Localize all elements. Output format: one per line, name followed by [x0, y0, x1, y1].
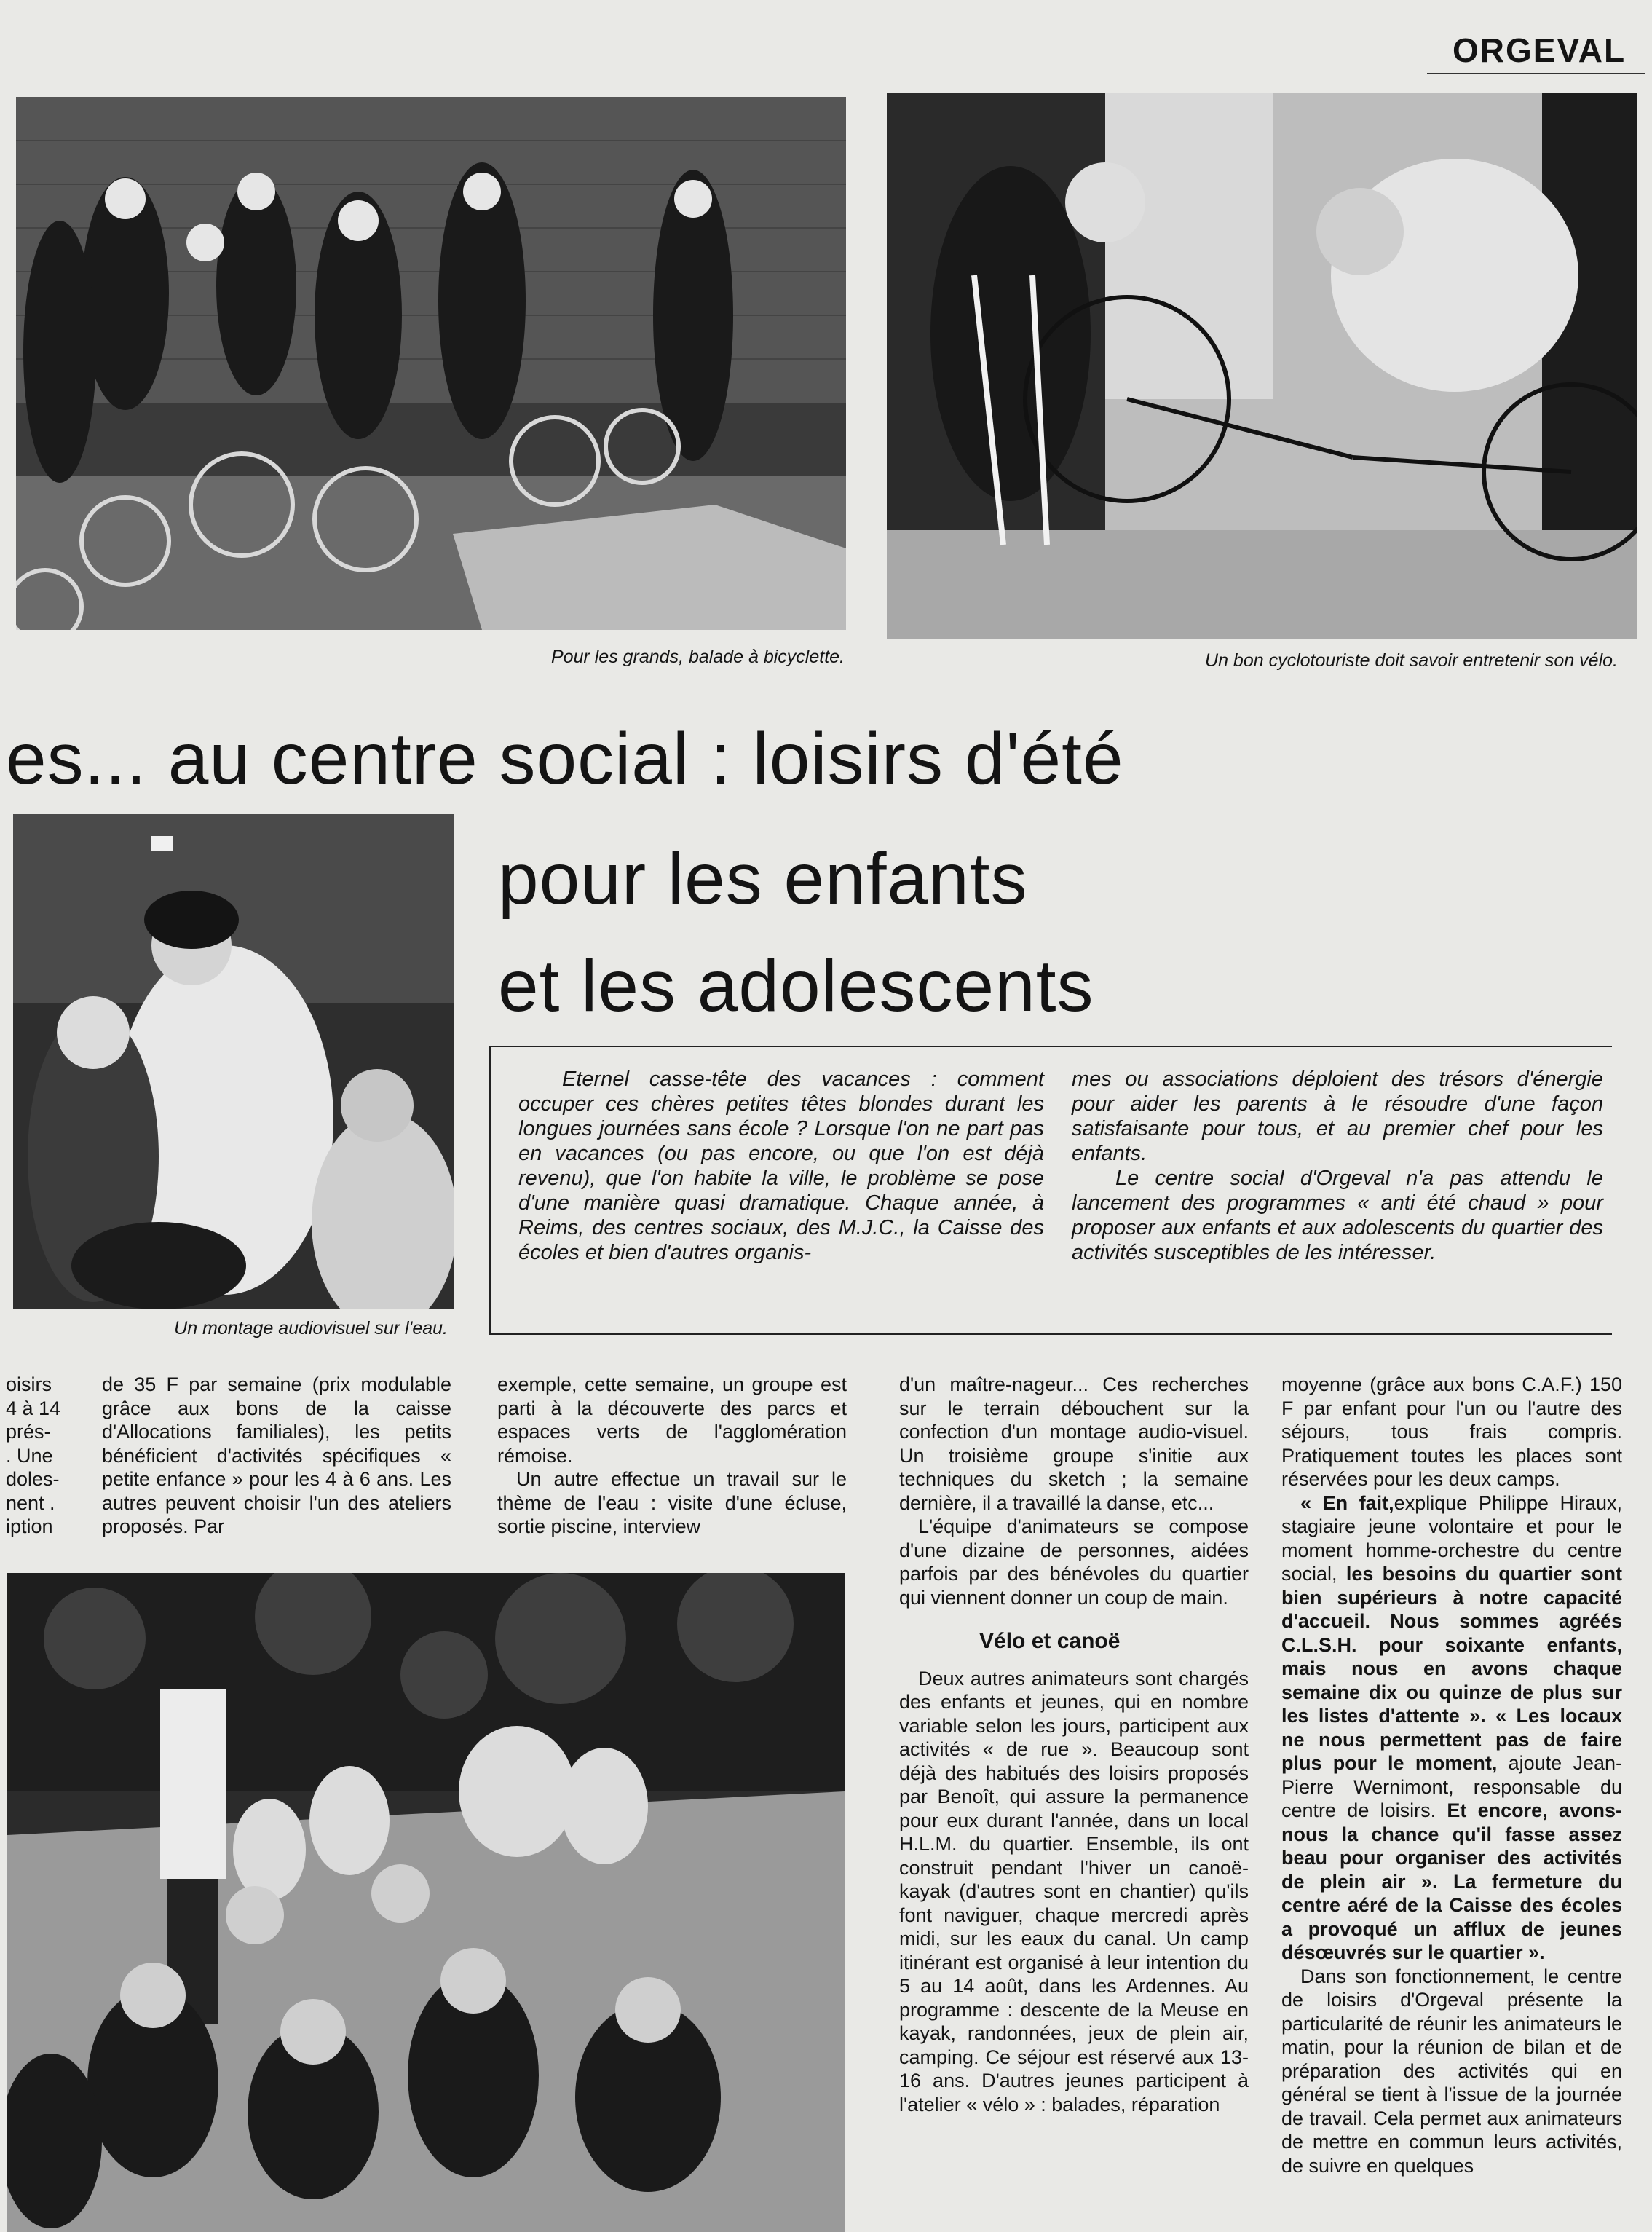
col3-p3: Deux autres animateurs sont chargés des enfants et jeunes, qui en nombre variable selon les jours, participent aux activités « de rue ». Beaucoup sont déjà des habitués des loisirs proposés par Benoît, qui assure la permanence pour eux durant l'année, dans un local H.L.M. du quartier. Ensemble, ils ont construit pendant l'hiver un canoë-kayak (d'autres sont en chantier) qu'ils font naviguer, chaque mercredi après midi, sur les eaux du canal. Un camp itinérant est organisé à leur intention du 5 au 14 août, dans les Ardennes. Au programme : descente de la Meuse en kayak, randonnées, jeux de plein air, camping. Ce séjour est réservé aux 13-16 ans. D'autres jeunes participent à l'atelier « vélo » : balades, réparation	[899, 1667, 1249, 2115]
col4-p2	[1281, 1491, 1622, 1965]
intro-left-text: Eternel casse-tête des vacances : comment occuper ces chères petites têtes blondes durant les longues journées sans école ? Lorsque l'on ne part pas en vacances (ou pas encore, ou que l'on est déjà revenu), que l'on habite la ville, le problème se pose d'une manière quasi dramatique. Chaque année, à Reims, des centres sociaux, des M.J.C., la Caisse des écoles et bien d'autres organis-	[518, 1068, 1044, 1264]
col3-p1: d'un maître-nageur... Ces recherches sur le terrain débouchent sur la confection d'un montage audio-visuel. Un troisième groupe s'initie aux techniques du sketch ; la semaine dernière, il a travaillé la danse, etc...	[899, 1373, 1249, 1514]
section-header: ORGEVAL	[1453, 31, 1627, 69]
col0-line: . Une	[6, 1444, 53, 1467]
caption-photo-repair: Un bon cyclotouriste doit savoir entretenir son vélo.	[1205, 650, 1618, 671]
headline-line2: pour les enfants	[498, 838, 1028, 920]
photo-children-group	[7, 1573, 845, 2232]
column-1	[102, 1373, 451, 1539]
col0-line: oisirs	[6, 1373, 52, 1395]
col4-p2-c: les besoins du quartier sont bien supérieurs à notre capacité d'accueil. Nous sommes agréés C.L.S.H. pour soixante enfants, mais nous en avons chaque semaine dix ou quinze de plus sur les listes d'attente ». « Les locaux ne nous permettent pas de faire plus pour le moment,	[1281, 1563, 1622, 1774]
column-4	[1281, 1373, 1622, 2177]
photo-bicycle-ride	[16, 97, 846, 630]
caption-photo-bicycle: Pour les grands, balade à bicyclette.	[550, 647, 845, 667]
col4-p1: moyenne (grâce aux bons C.A.F.) 150 F par enfant pour l'un ou l'autre des séjours, tous frais compris. Pratiquement toutes les places sont réservées pour les deux camps.	[1281, 1373, 1622, 1490]
header-rule	[1427, 73, 1645, 74]
intro-right	[1072, 1067, 1603, 1265]
col4-p2-d: ajoute Jean-Pierre Wernimont, responsable du centre de loisirs.	[1281, 1752, 1622, 1821]
col3-p2: L'équipe d'animateurs se compose d'une dizaine de personnes, aidées parfois par des bénévoles du quartier qui viennent donner un coup de main.	[899, 1515, 1249, 1609]
headline-line1: es... au centre social : loisirs d'été	[6, 718, 1124, 800]
caption-photo-audiovisual: Un montage audiovisuel sur l'eau.	[174, 1318, 448, 1338]
intro-right-p1: mes ou associations déploient des trésors d'énergie pour aider les parents à le résoudre d'une façon satisfaisante pour tous, et au premier chef pour les enfants.	[1072, 1068, 1603, 1165]
col1-text: de 35 F par semaine (prix modulable grâce aux bons de la caisse d'Allocations familiales), les petits bénéficient d'activités spécifiques « petite enfance » pour les 4 à 6 ans. Les autres peuvent choisir l'un des ateliers proposés. Par	[102, 1373, 451, 1537]
subhead-velo-canoe: Vélo et canoë	[979, 1629, 1121, 1653]
headline-line3: et les adolescents	[498, 945, 1094, 1027]
photo-bike-repair	[887, 93, 1637, 639]
col4-p2-e: Et encore, avons-nous la chance qu'il fasse assez beau pour organiser des activités de plein air ». La fermeture du centre aéré de la Caisse des écoles a provoqué un afflux de jeunes désœuvrés sur le quartier ».	[1281, 1799, 1622, 1963]
col0-line: prés-	[6, 1421, 51, 1443]
col0-line: 4 à 14	[6, 1397, 61, 1419]
photo-audiovisual	[13, 814, 454, 1309]
intro-right-p2: Le centre social d'Orgeval n'a pas attendu le lancement des programmes « anti été chaud » pour proposer aux enfants et aux adolescents du quartier des activités susceptibles de les intéresser.	[1072, 1167, 1603, 1264]
col4-p3: Dans son fonctionnement, le centre de loisirs d'Orgeval présente la particularité de réunir les animateurs le matin, pour la réunion de bilan et de préparation des activités qui en général se tient à l'issue de la journée de travail. Cela permet aux animateurs de mettre en commun leurs activités, de suivre en quelques	[1281, 1965, 1622, 2177]
col0-line: nent .	[6, 1491, 55, 1514]
col0-line: doles-	[6, 1468, 60, 1490]
col2-p2: Un autre effectue un travail sur le thème de l'eau : visite d'une écluse, sortie piscine, interview	[497, 1468, 847, 1537]
column-0	[6, 1373, 71, 1539]
intro-left	[518, 1067, 1044, 1265]
col2-p1: exemple, cette semaine, un groupe est parti à la découverte des parcs et espaces verts de l'agglomération rémoise.	[497, 1373, 847, 1467]
col0-line: iption	[6, 1515, 53, 1537]
col4-p2-a: « En fait,	[1300, 1491, 1394, 1514]
column-3	[899, 1373, 1249, 2116]
column-2	[497, 1373, 847, 1539]
col4-p2-b: explique Philippe Hiraux, stagiaire jeune volontaire et pour le moment homme-orchestre du centre social,	[1281, 1491, 1622, 1585]
